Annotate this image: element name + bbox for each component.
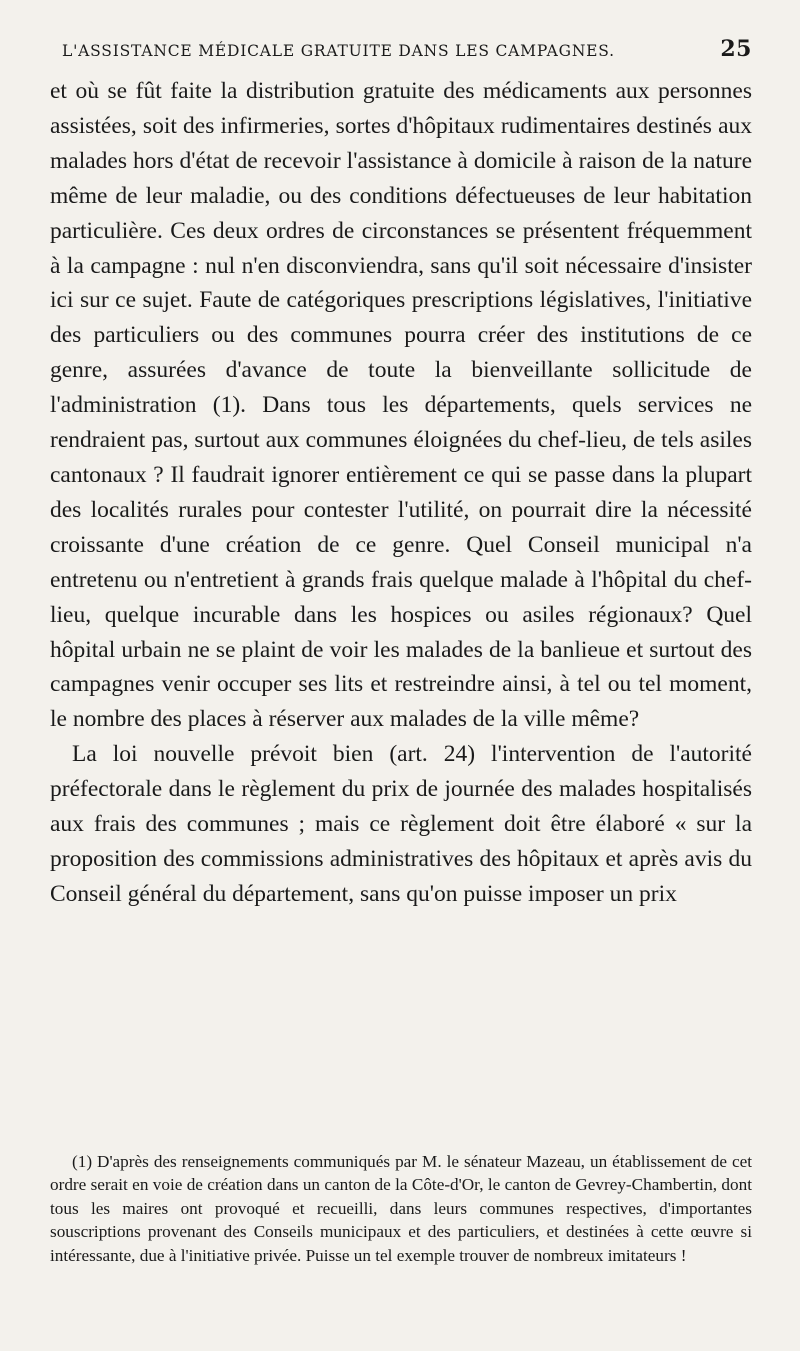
- running-title: L'ASSISTANCE MÉDICALE GRATUITE DANS LES CAMPAGNES.: [62, 42, 615, 60]
- page-number: 25: [720, 36, 752, 62]
- footnotes: [50, 1150, 752, 1267]
- running-head: [50, 36, 752, 74]
- body-text: [50, 74, 752, 912]
- paragraph: La loi nouvelle prévoit bien (art. 24) l'intervention de l'autorité préfectorale dans le règlement du prix de journée des malades hospitalisés aux frais des communes ; mais ce règlement doit être élaboré « sur la proposition des commissions administratives des hôpitaux et après avis du Conseil général du département, sans qu'on puisse imposer un prix: [50, 741, 752, 907]
- footnote-1: (1) D'après des renseignements communiqués par M. le sénateur Mazeau, un établissement de cet ordre serait en voie de création dans un canton de la Côte-d'Or, le canton de Gevrey-Chambertin, dont tous les maires ont provoqué et recueilli, dans leurs communes respectives, d'importantes souscriptions provenant des Conseils municipaux et des particuliers, et destinées à cette œuvre si intéressante, due à l'initiative privée. Puisse un tel exemple trouver de nombreux imitateurs !: [50, 1152, 752, 1265]
- paragraph-continued: et où se fût faite la distribution gratuite des médicaments aux personnes assistées, soit des infirmeries, sortes d'hôpitaux rudimentaires destinés aux malades hors d'état de recevoir l'assistance à domicile à raison de la nature même de leur maladie, ou des conditions défectueuses de leur habitation particulière. Ces deux ordres de circonstances se présentent fréquemment à la campagne : nul n'en disconviendra, sans qu'il soit nécessaire d'insister ici sur ce sujet. Faute de catégoriques prescriptions législatives, l'initiative des particuliers ou des communes pourra créer des institutions de ce genre, assurées d'avance de toute la bienveillante sollicitude de l'administration (1). Dans tous les départements, quels services ne rendraient pas, surtout aux communes éloignées du chef-lieu, de tels asiles cantonaux ? Il faudrait ignorer entièrement ce qui se passe dans la plupart des localités rurales pour contester l'utilité, on pourrait dire la nécessité croissante d'une création de ce genre. Quel Conseil municipal n'a entretenu ou n'entretient à grands frais quelque malade à l'hôpital du chef-lieu, quelque incurable dans les hospices ou asiles régionaux? Quel hôpital urbain ne se plaint de voir les malades de la banlieue et surtout des campagnes venir occuper ses lits et restreindre ainsi, à tel ou tel moment, le nombre des places à réserver aux malades de la ville même?: [50, 78, 752, 733]
